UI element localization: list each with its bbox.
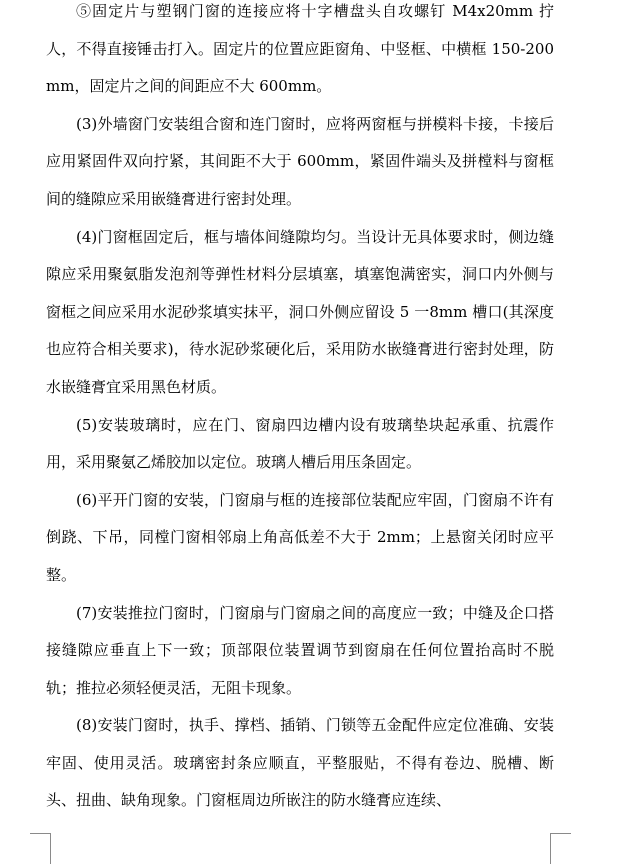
paragraph-5-glass-installation: (5)安装玻璃时，应在门、窗扇四边槽内设有玻璃垫块起承重、抗震作用，采用聚氨乙烯胶加以定位。玻璃人槽后用压条固定。 [46,415,554,472]
paragraph-fixing-plate: ⑤固定片与塑钢门窗的连接应将十字槽盘头自攻螺钉 M4x20mm 拧人，不得直接锤击打入。固定片的位置应距窗角、中竖框、中横框 150-200mm，固定片之间的间距应不大 600mm。 [46,2,554,96]
margin-corner-mark-left [30,833,51,864]
paragraph-7-sliding-windows: (7)安装推拉门窗时，门窗扇与门窗扇之间的高度应一致；中缝及企口搭接缝隙应垂直上下一致；顶部限位装置调节到窗扇在任何位置抬高时不脱轨；推拉必须轻便灵活，无阻卡现象。 [46,603,554,697]
paragraph-3-combined-windows: (3)外墙窗门安装组合窗和连门窗时，应将两窗框与拼模料卡接，卡接后应用紧固件双向拧紧，其间距不大于 600mm，紧固件端头及拼樘料与窗框间的缝隙应采用嵌缝膏进行密封处理。 [46,114,554,208]
document-body [46,0,554,820]
margin-corner-mark-right [550,833,571,864]
paragraph-6-casement-windows: (6)平开门窗的安装，门窗扇与框的连接部位装配应牢固，门窗扇不许有倒跷、下吊，同樘门窗相邻扇上角高低差不大于 2mm；上悬窗关闭时应平整。 [46,490,554,584]
paragraph-8-hardware-fittings: (8)安装门窗时，执手、撑档、插销、门锁等五金配件应定位准确、安装牢固、使用灵活。玻璃密封条应顺直，平整服贴，不得有卷边、脱槽、断头、扭曲、缺角现象。门窗框周边所嵌注的防水缝膏应连续、 [46,716,554,810]
paragraph-4-frame-gap-sealing: (4)门窗框固定后，框与墙体间缝隙均匀。当设计无具体要求时，侧边缝隙应采用聚氨脂发泡剂等弹性材料分层填塞，填塞饱满密实，洞口内外侧与窗框之间应采用水泥砂浆填实抹平，洞口外侧应留设 5 一8mm 槽口(其深度也应符合相关要求)，待水泥砂浆硬化后，采用防水嵌缝膏进行密封处理，防水嵌缝膏宜采用黑色材质。 [46,227,554,396]
